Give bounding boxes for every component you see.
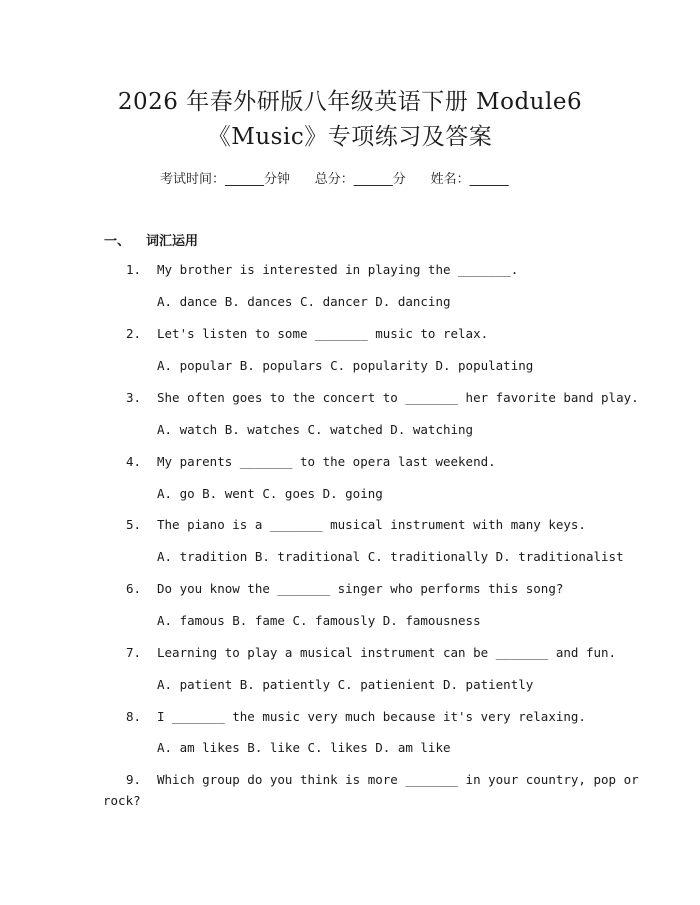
question-text: Do you know the _______ singer who performs this song? [157,581,564,596]
question-text: Which group do you think is more _______ in your country, pop or [157,772,639,787]
question-6-options: A. famous B. fame C. famously D. famousness [157,613,481,628]
question-text: The piano is a _______ musical instrument with many keys. [157,517,586,532]
question-number: 4. [125,454,141,469]
question-number: 1. [125,262,141,277]
question-5 [115,517,586,533]
question-2 [115,326,488,342]
question-text: My parents _______ to the opera last weekend. [157,454,496,469]
question-8-options: A. am likes B. like C. likes D. am like [157,740,451,755]
question-7-options: A. patient B. patiently C. patienient D. patiently [157,677,534,692]
question-3 [115,390,639,406]
question-number: 6. [125,581,141,596]
section-number: 一、 [104,234,131,249]
question-5-options: A. tradition B. traditional C. traditionally D. traditionalist [157,549,624,564]
question-number: 7. [125,645,141,660]
question-8 [115,709,586,725]
question-number: 3. [125,390,141,405]
question-3-options: A. watch B. watches C. watched D. watching [157,422,474,437]
section-title: 词汇运用 [146,234,199,249]
document-title-line-1: 2026 年春外研版八年级英语下册 Module6 [117,89,583,115]
question-6 [115,581,563,597]
question-4-options: A. go B. went C. goes D. going [157,486,383,501]
exam-meta-line: 考试时间：______分钟 总分：______分 姓名：______ [160,172,509,187]
question-number: 9. [125,772,141,787]
question-text: My brother is interested in playing the _______. [157,262,519,277]
question-1 [115,262,518,278]
question-text: Learning to play a musical instrument can be _______ and fun. [157,645,617,660]
question-number: 2. [125,326,141,341]
question-1-options: A. dance B. dances C. dancer D. dancing [157,294,451,309]
question-text: I _______ the music very much because it's very relaxing. [157,709,586,724]
question-number: 5. [125,517,141,532]
question-9-continuation: rock? [103,793,141,808]
document-title-line-2: 《Music》专项练习及答案 [207,124,493,150]
question-text: Let's listen to some _______ music to relax. [157,326,489,341]
section-heading [104,230,198,249]
question-text: She often goes to the concert to _______ her favorite band play. [157,390,639,405]
question-number: 8. [125,709,141,724]
question-2-options: A. popular B. populars C. popularity D. populating [157,358,534,373]
question-9 [115,772,639,788]
question-7 [115,645,616,661]
question-4 [115,454,496,470]
